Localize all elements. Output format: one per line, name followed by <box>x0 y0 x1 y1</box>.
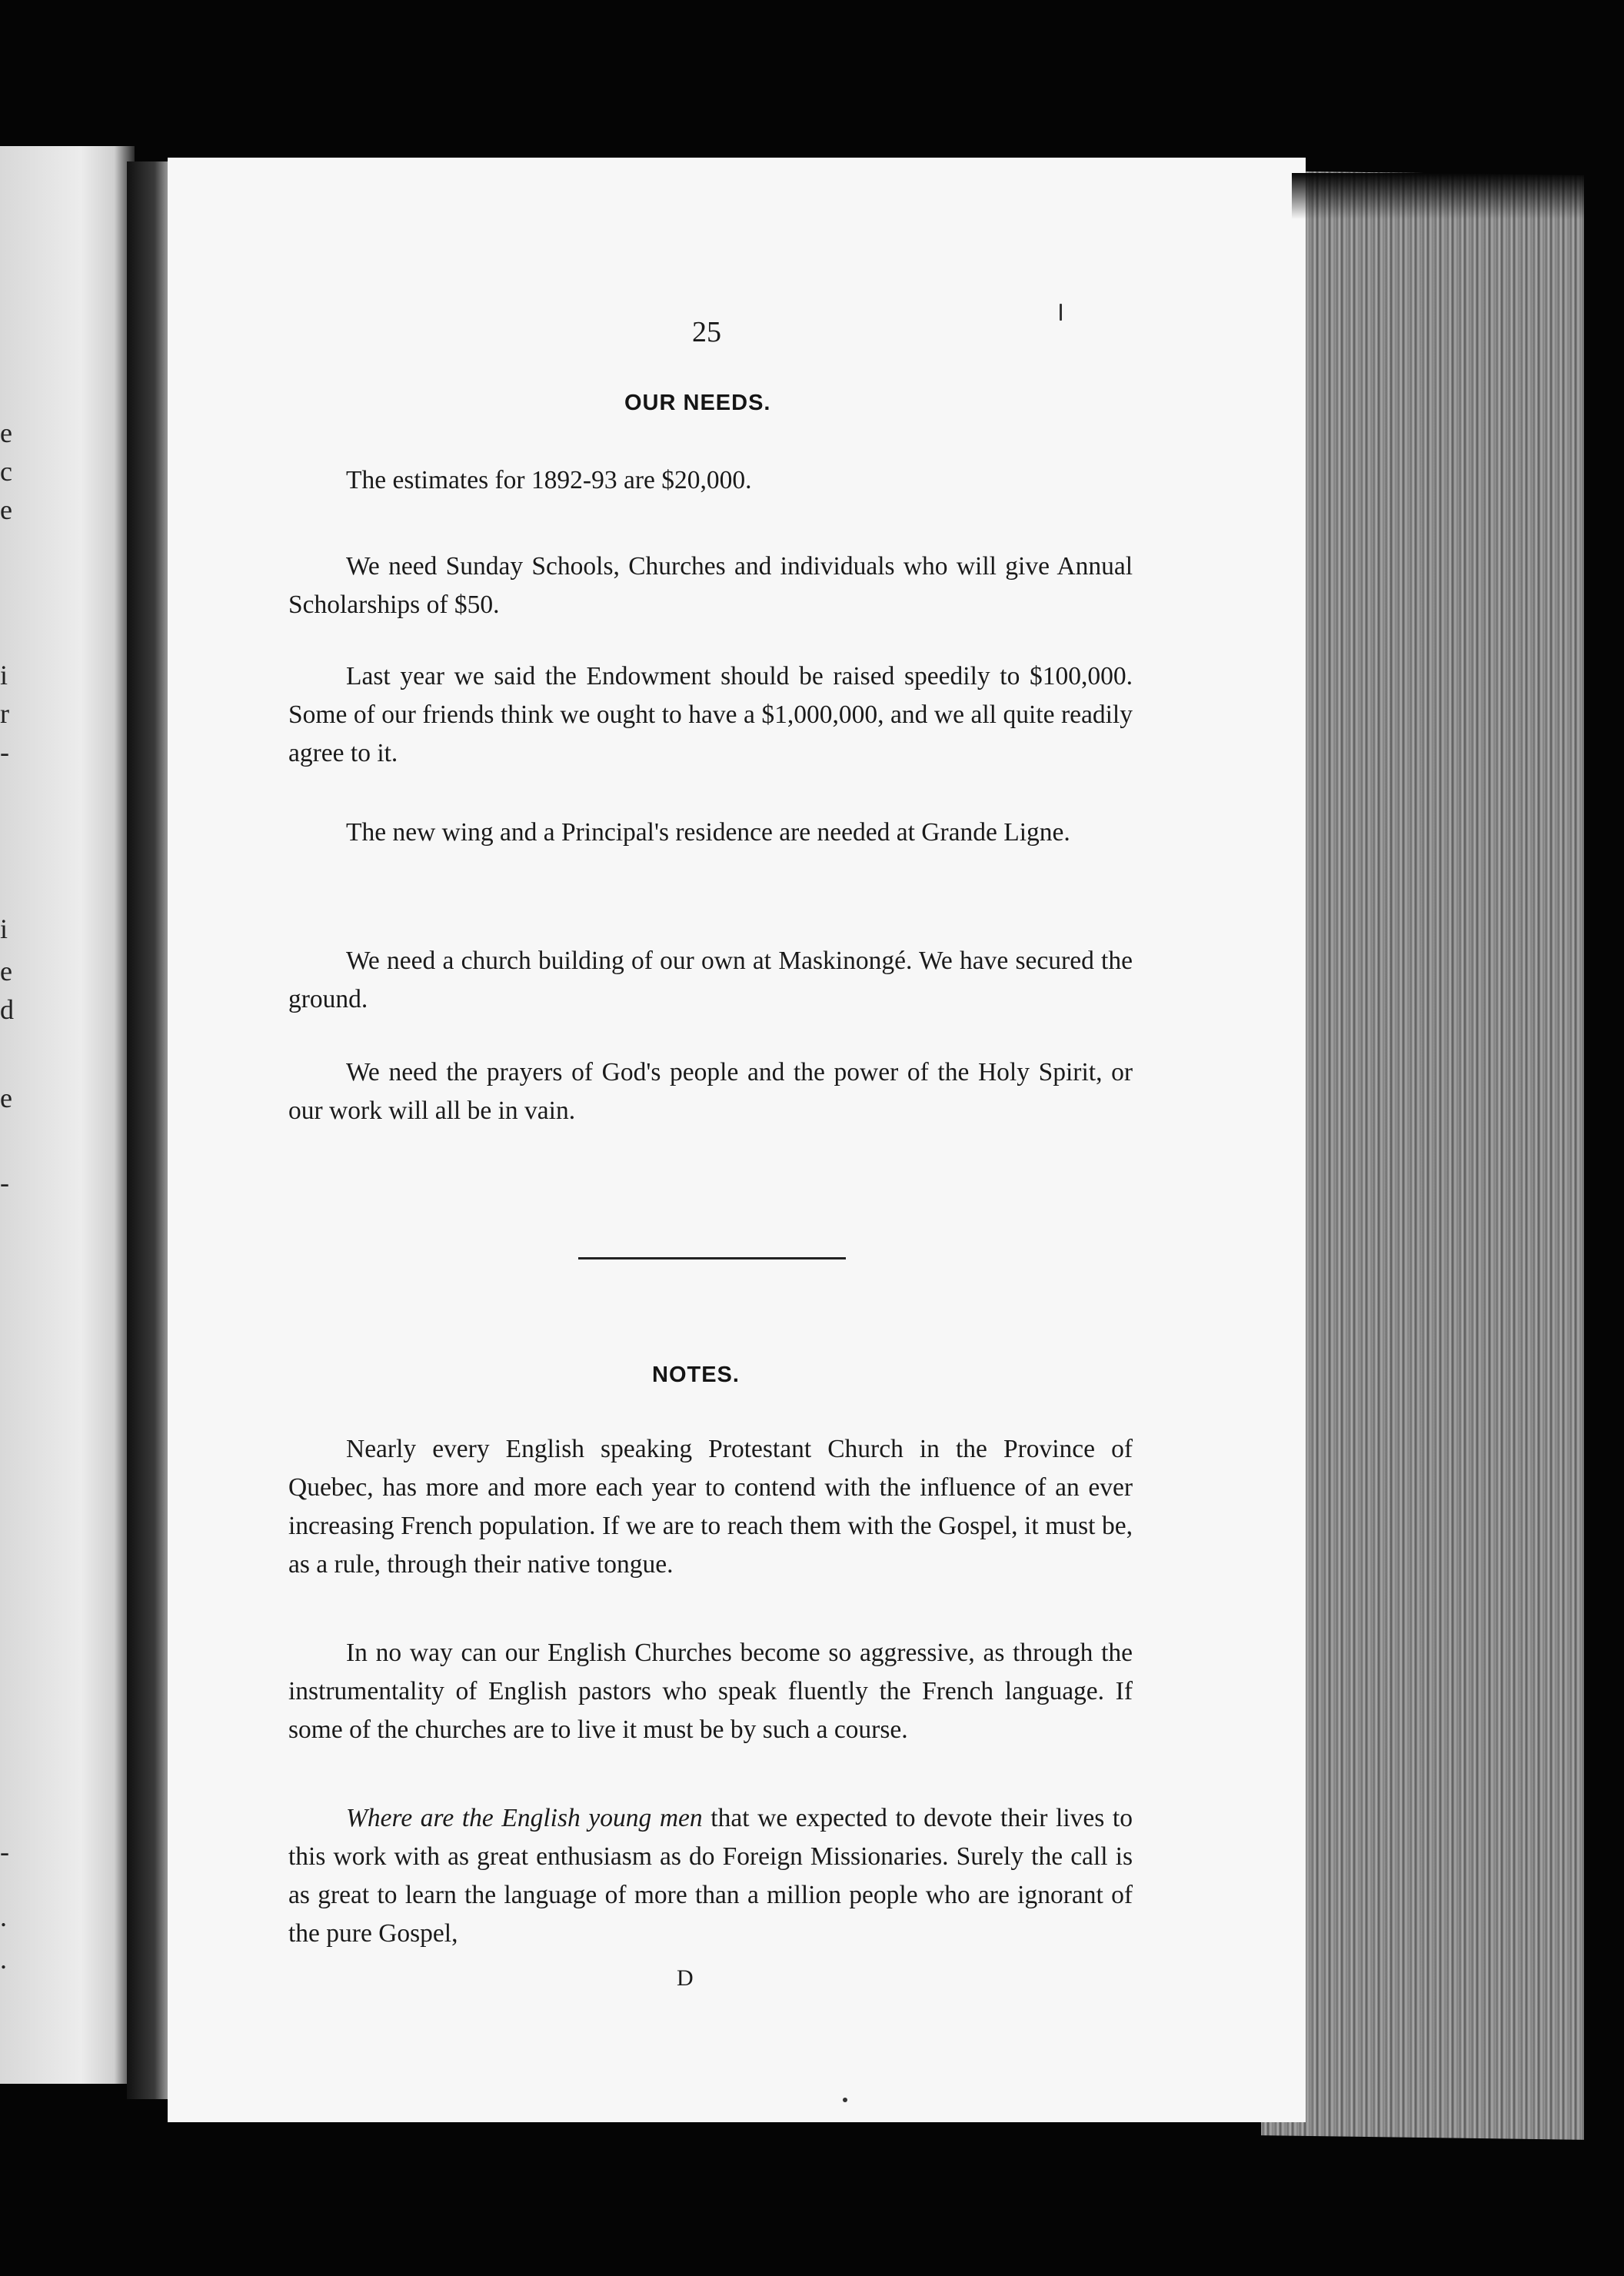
needs-paragraph: We need the prayers of God's people and the power of the Holy Spirit, or our work will all be in vain. <box>288 1058 1133 1125</box>
our-needs-heading: OUR NEEDS. <box>624 391 771 415</box>
left-leaf-fragment: e <box>0 956 12 987</box>
notes-emphasis: Where are the English young men <box>346 1804 703 1832</box>
left-leaf-fragment: . <box>0 1902 7 1932</box>
notes-heading: NOTES. <box>652 1363 740 1387</box>
needs-paragraph: Last year we said the Endowment should be raised speedily to $100,000. Some of our friends think we ought to have a $1,000,000, and we all quite readily agree to it. <box>288 662 1133 767</box>
notes-paragraph-text: that we expected to devote their lives to this work with as great enthusiasm as do Foreign Missionaries. Surely the call is as great to learn the language of more than a million people who are ignorant of the pure Gospel, <box>288 1804 1133 1948</box>
notes-paragraph: Nearly every English speaking Protestant Church in the Province of Quebec, has more and more each year to contend with the influence of an ever increasing French population. If we are to reach them with the Gospel, it must be, as a rule, through their native tongue. <box>288 1435 1133 1579</box>
left-leaf-fragment: i <box>0 913 8 944</box>
left-leaf-fragment: - <box>0 737 9 767</box>
speck <box>1060 304 1062 321</box>
left-leaf-fragment: e <box>0 1083 12 1113</box>
left-leaf-fragment: - <box>0 1836 9 1867</box>
left-leaf-fragment: e <box>0 418 12 448</box>
needs-paragraph: We need a church building of our own at Maskinongé. We have secured the ground. <box>288 947 1133 1013</box>
needs-paragraph: We need Sunday Schools, Churches and individuals who will give Annual Scholarships of $50. <box>288 552 1133 619</box>
left-leaf-fragment: - <box>0 1167 9 1198</box>
left-leaf-fragment: r <box>0 698 9 729</box>
needs-paragraph: The new wing and a Principal's residence are needed at Grande Ligne. <box>346 818 1070 847</box>
notes-paragraph <box>288 1799 1133 1953</box>
left-leaf-fragment: i <box>0 660 8 690</box>
left-leaf-fragment: e <box>0 494 12 525</box>
section-divider <box>578 1257 846 1259</box>
signature-mark: D <box>677 1965 694 1991</box>
speck <box>843 2098 847 2102</box>
notes-paragraph: In no way can our English Churches become so aggressive, as through the instrumentality of English pastors who speak fluently the French language. If some of the churches are to live it must be by such a course. <box>288 1639 1133 1744</box>
left-leaf-fragment: . <box>0 1944 7 1975</box>
needs-paragraph: The estimates for 1892-93 are $20,000. <box>346 466 752 494</box>
left-leaf-fragment: d <box>0 994 14 1025</box>
left-leaf-fragment: c <box>0 456 12 487</box>
page-block-edges <box>1261 171 1584 2140</box>
book-gutter-shadow <box>127 161 173 2099</box>
previous-page-edge <box>0 146 135 2084</box>
page-block-shadow <box>1292 173 1584 219</box>
page-number: 25 <box>692 316 721 348</box>
